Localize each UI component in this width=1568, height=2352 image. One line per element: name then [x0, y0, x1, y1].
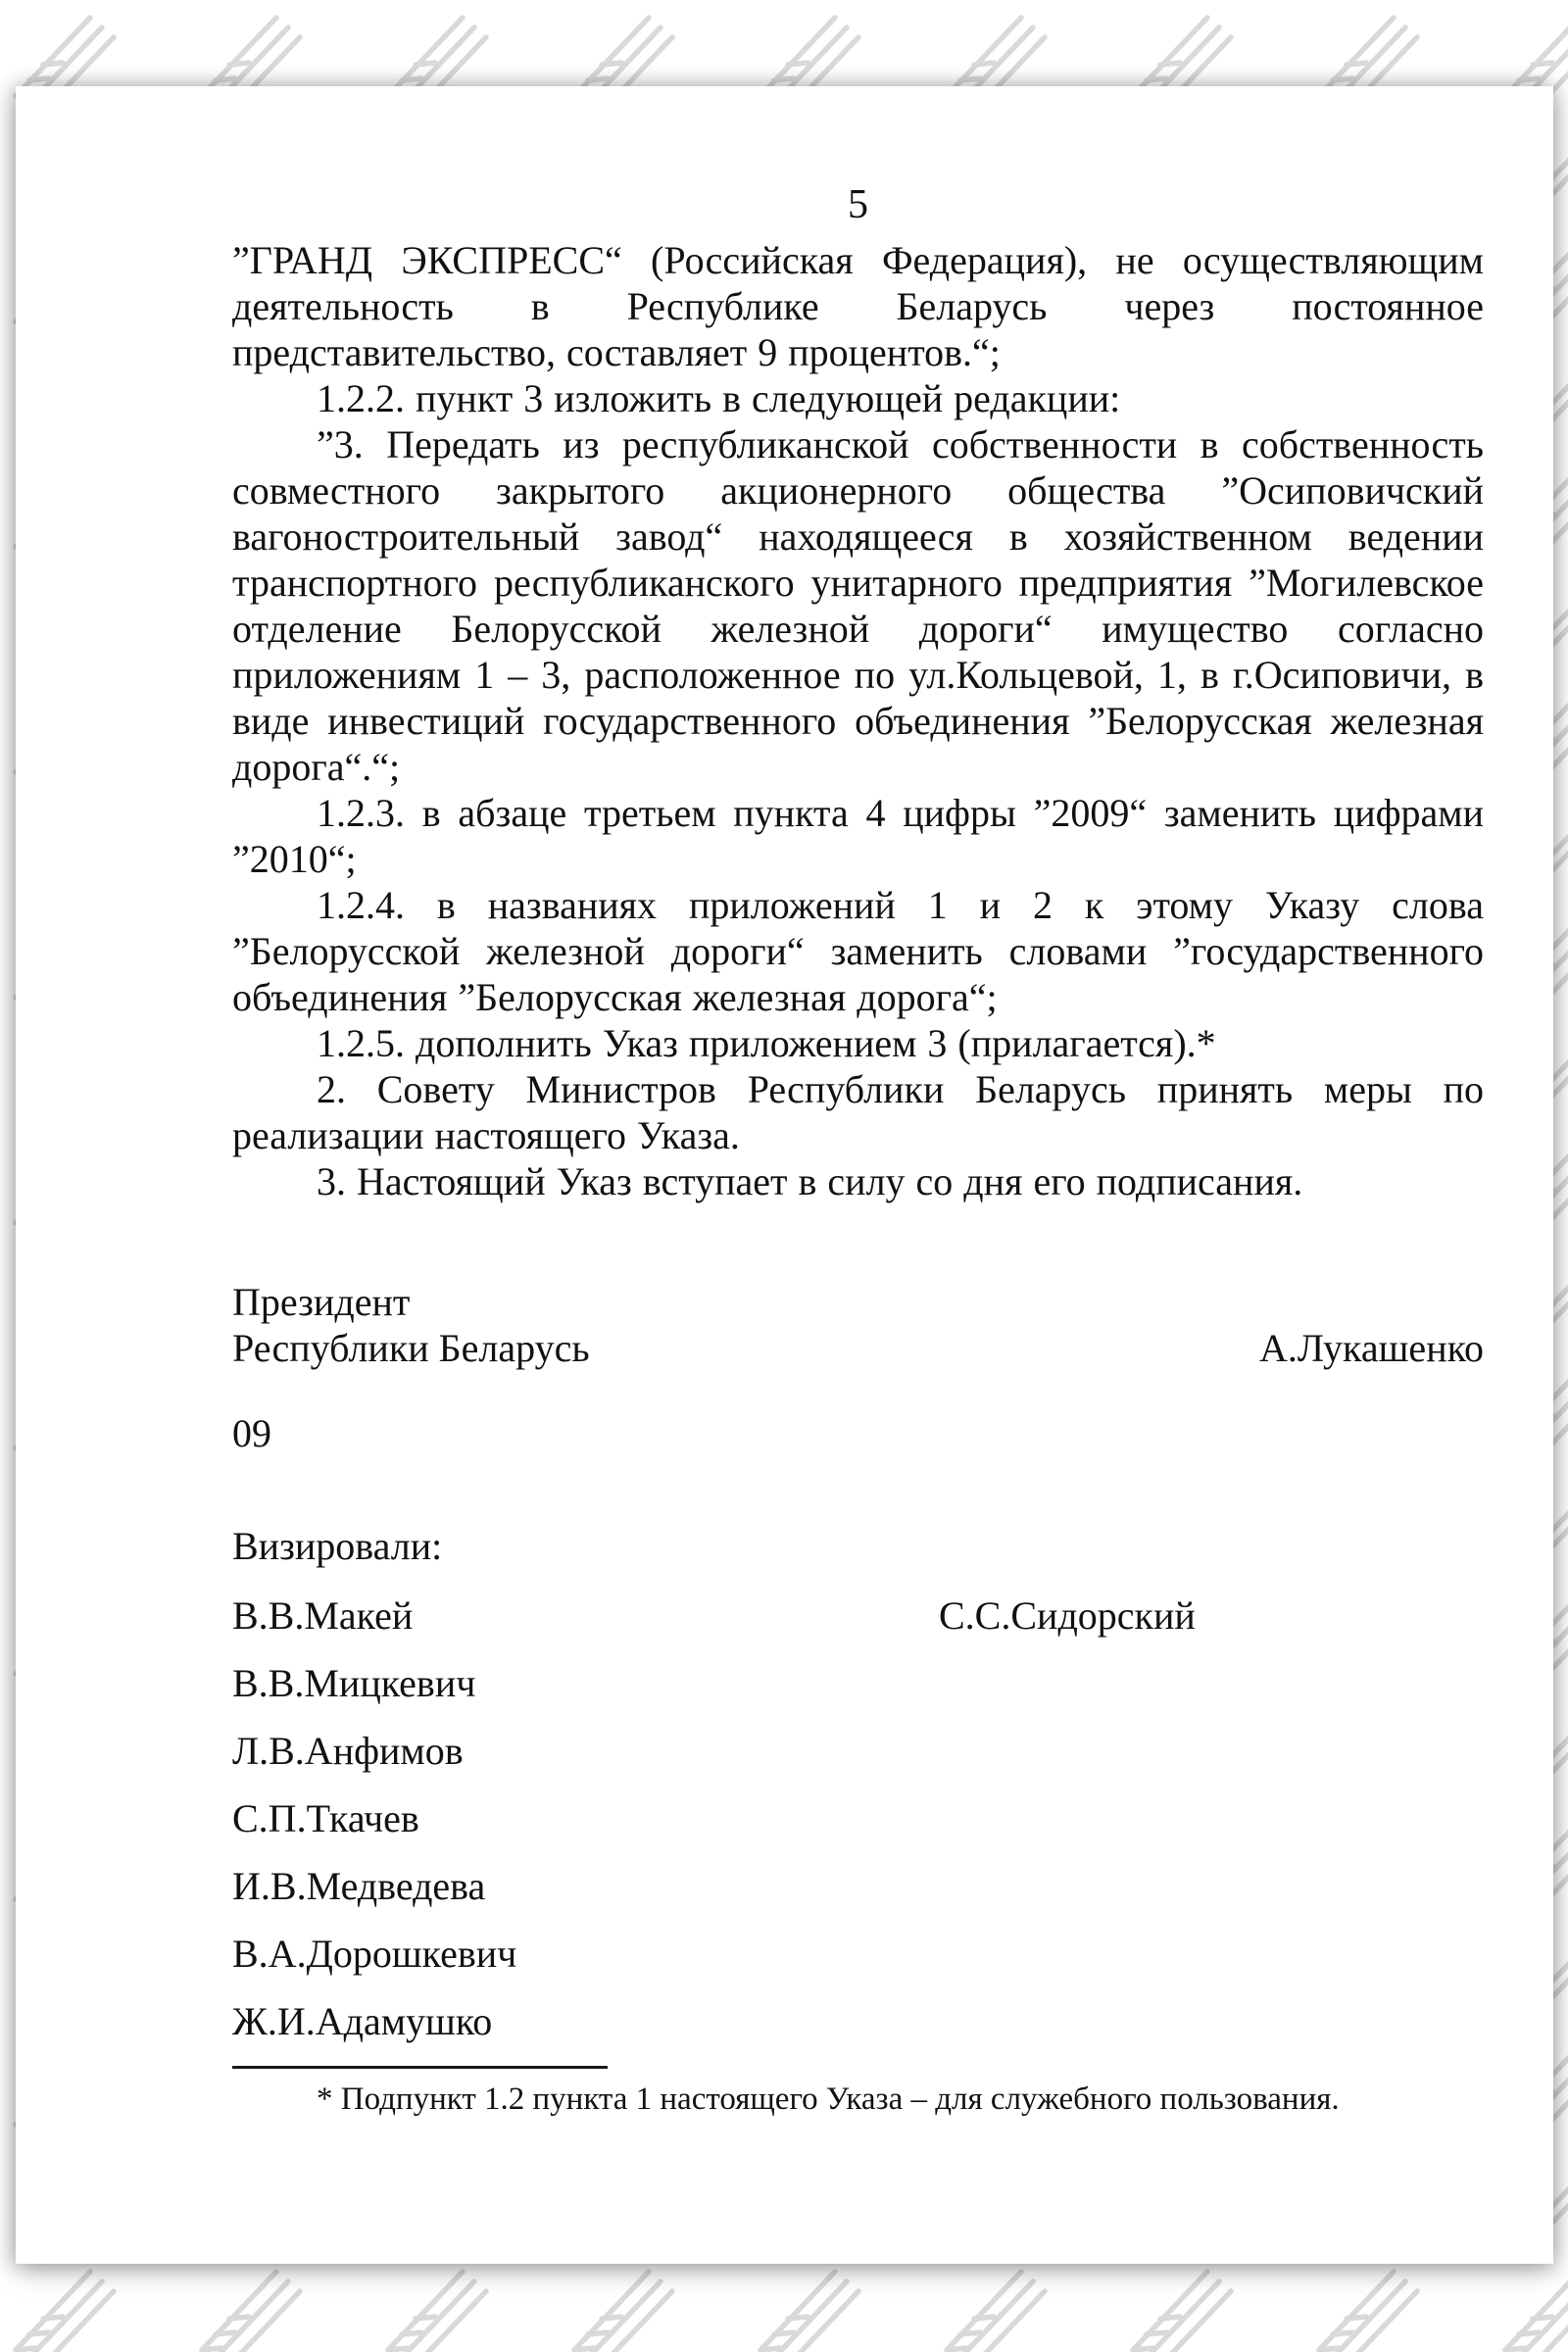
- body-paragraph: 1.2.4. в названиях приложений 1 и 2 к этому Указу слова ”Белорусской железной дороги“ заменить словами ”государственного объединения ”Белорусская железная дорога“;: [232, 883, 1484, 1019]
- decree-body: [232, 237, 1484, 1204]
- visa-name-left: В.В.Мицкевич: [232, 1661, 476, 1705]
- signature-title-line1: Президент: [232, 1280, 411, 1324]
- date-stamp: 09: [232, 1411, 271, 1455]
- footnote-separator: [232, 2066, 608, 2069]
- visa-row: [232, 1795, 1484, 1841]
- document-content: [232, 86, 1484, 2120]
- body-paragraph: 1.2.2. пункт 3 изложить в следующей редакции:: [317, 376, 1121, 420]
- visa-name-right: С.С.Сидорский: [939, 1593, 1196, 1638]
- visa-row: [232, 1863, 1484, 1909]
- footnote-text: * Подпункт 1.2 пункта 1 настоящего Указа – для служебного пользования.: [317, 2082, 1340, 2117]
- visa-name-left: И.В.Медведева: [232, 1864, 486, 1908]
- visa-row: [232, 1660, 1484, 1706]
- visa-name-left: В.В.Макей: [232, 1593, 414, 1638]
- visa-name-left: С.П.Ткачев: [232, 1796, 419, 1840]
- body-paragraph: 3. Настоящий Указ вступает в силу со дня его подписания.: [317, 1159, 1303, 1203]
- signature-name: А.Лукашенко: [1259, 1326, 1484, 1370]
- visa-row: [232, 1998, 1484, 2044]
- page-number: 5: [848, 182, 868, 227]
- document-page: [16, 86, 1553, 2264]
- visa-row: [232, 1728, 1484, 1774]
- visa-name-left: Л.В.Анфимов: [232, 1729, 464, 1773]
- visa-name-left: Ж.И.Адамушко: [232, 1999, 493, 2043]
- visa-row: [232, 1592, 1484, 1639]
- visa-row: [232, 1931, 1484, 1977]
- body-paragraph: 2. Совету Министров Республики Беларусь принять меры по реализации настоящего Указа.: [232, 1067, 1484, 1157]
- body-paragraph: 1.2.3. в абзаце третьем пункта 4 цифры ”2009“ заменить цифрами ”2010“;: [232, 791, 1484, 881]
- body-paragraph: 1.2.5. дополнить Указ приложением 3 (прилагается).*: [317, 1021, 1216, 1065]
- visa-heading: Визировали:: [232, 1524, 443, 1568]
- signature-title: [232, 1279, 590, 1371]
- body-paragraph: ”3. Передать из республиканской собственности в собственность совместного закрытого акционерного общества ”Осиповичский вагоностроительный завод“ находящееся в хозяйственном ведении транспортного республиканского унитарного предприятия ”Могилевское отделение Белорусской железной дороги“ имущество согласно приложениям 1 – 3, расположенное по ул.Кольцевой, 1, в г.Осиповичи, в виде инвестиций государственного объединения ”Белорусская железная дорога“.“;: [232, 422, 1484, 789]
- signature-block: [232, 1279, 1484, 1371]
- signature-title-line2: Республики Беларусь: [232, 1326, 590, 1370]
- visa-name-left: В.А.Дорошкевич: [232, 1932, 517, 1976]
- body-paragraph: ”ГРАНД ЭКСПРЕСС“ (Российская Федерация), не осуществляющим деятельность в Республике Беларусь через постоянное представительство, составляет 9 процентов.“;: [232, 238, 1484, 374]
